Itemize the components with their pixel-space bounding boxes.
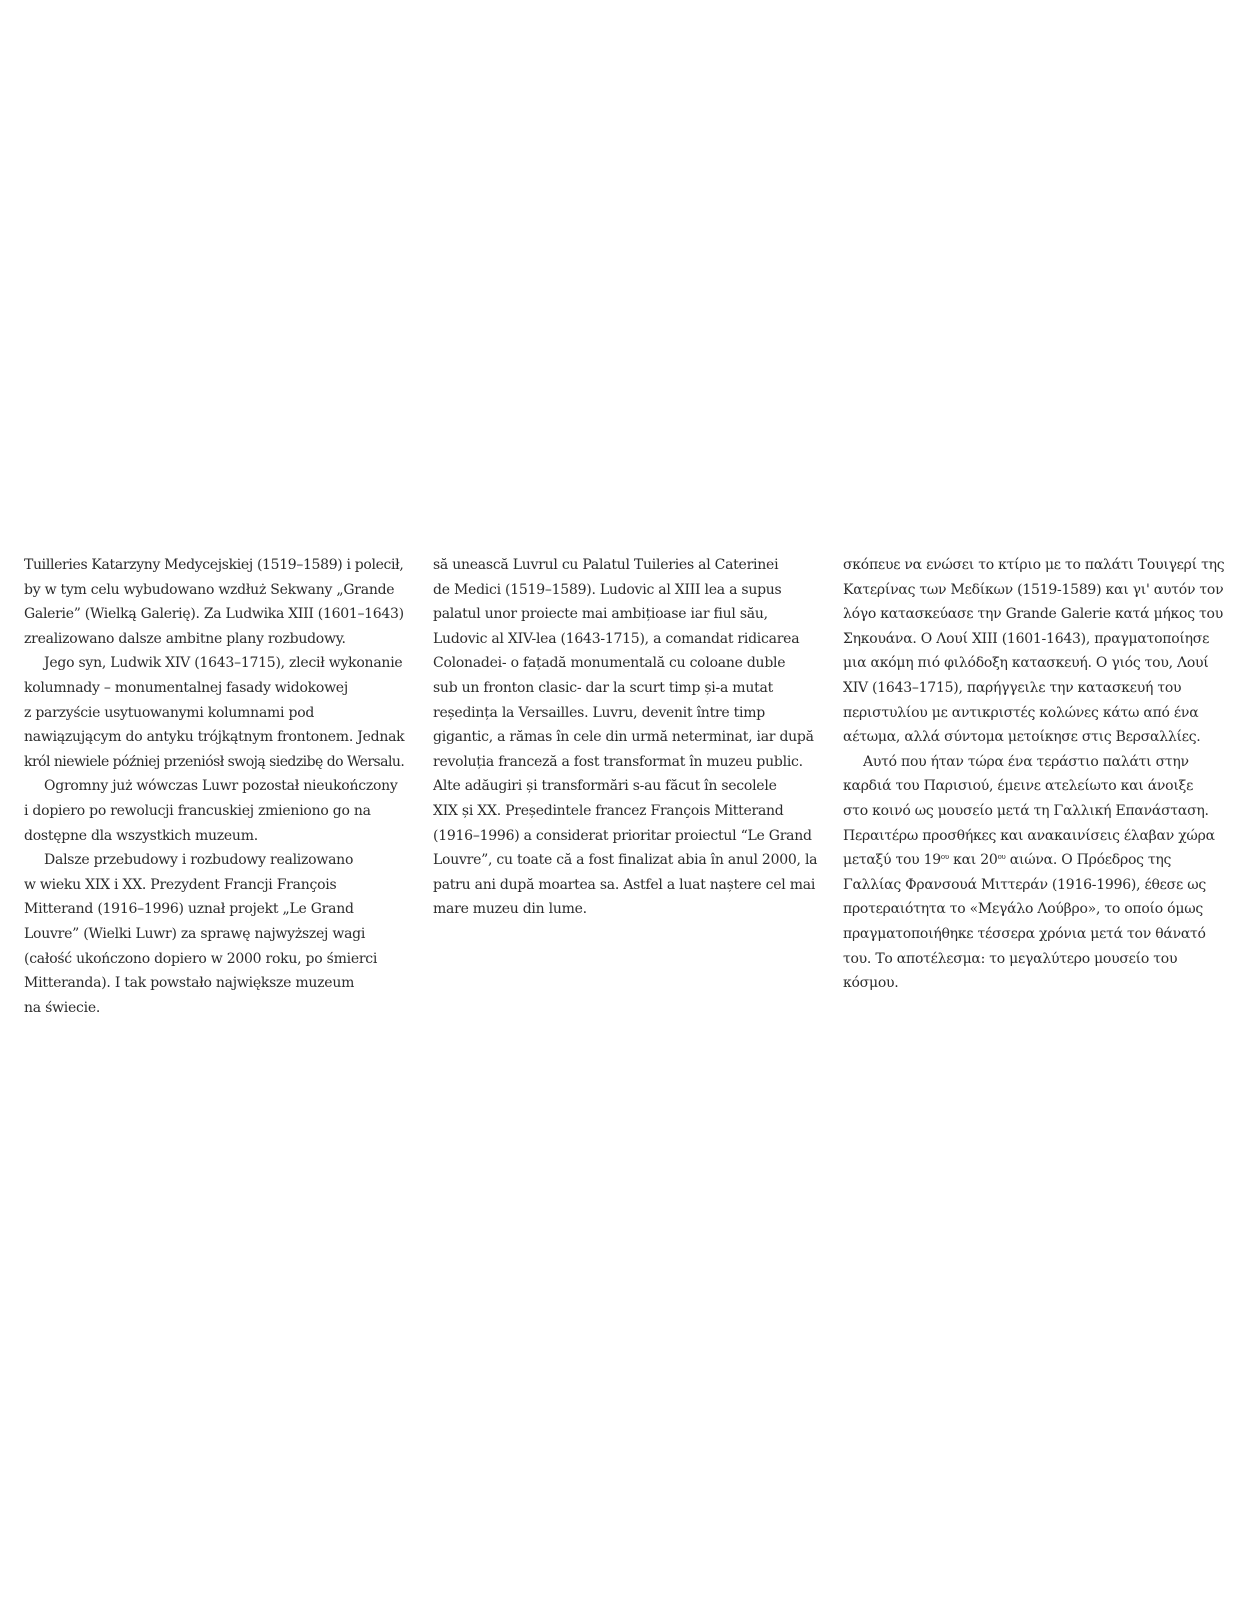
greek-text-column — [843, 553, 1228, 996]
text-line: περιστυλίου με αντικριστές κολώνες κάτω από ένα — [843, 704, 1199, 721]
text-line: Dalsze przebudowy i rozbudowy realizowano — [44, 852, 354, 869]
text-line: sub un fronton clasic- dar la scurt timp și-a mutat — [433, 679, 773, 696]
text-line: w wieku XIX i XX. Prezydent Francji François — [24, 876, 337, 893]
text-line: Σηκουάνα. Ο Λουί XIII (1601-1643), πραγματοποίησε — [843, 630, 1210, 647]
paragraph — [843, 553, 1228, 750]
text-line: πραγματοποιήθηκε τέσσερα χρόνια μετά τον θάνατό — [843, 925, 1206, 942]
text-line: Jego syn, Ludwik XIV (1643–1715), zlecił wykonanie — [44, 655, 403, 672]
text-line: (całość ukończono dopiero w 2000 roku, po śmierci — [24, 950, 378, 967]
text-line: mare muzeu din lume. — [433, 901, 587, 918]
text-line: Colonadei- o fațadă monumentală cu coloane duble — [433, 655, 786, 672]
text-line: Louvre”, cu toate că a fost finalizat abia în anul 2000, la — [433, 852, 818, 869]
text-line — [843, 848, 1228, 873]
text-line: kolumnady – monumentalnej fasady widokowej — [24, 679, 348, 696]
text-line: revoluția franceză a fost transformat în muzeu public. — [433, 753, 803, 770]
text-line: nawiązującym do antyku trójkątnym frontonem. Jednak — [24, 729, 405, 746]
text-fragment: και 20 — [948, 852, 998, 869]
text-line: de Medici (1519–1589). Ludovic al XIII lea a supus — [433, 581, 782, 598]
text-line: μια ακόμη πιό φιλόδοξη κατασκευή. Ο γιός του, Λουί — [843, 655, 1209, 672]
text-line: na świecie. — [24, 999, 101, 1016]
text-line: αέτωμα, αλλά σύντομα μετοίκησε στις Βερσαλλίες. — [843, 729, 1201, 746]
text-line: του. Το αποτέλεσμα: το μεγαλύτερο μουσείο του — [843, 950, 1178, 967]
text-line: Tuilleries Katarzyny Medycejskiej (1519–1589) i polecił, — [24, 557, 404, 573]
text-line: să unească Luvrul cu Palatul Tuileries al Caterinei — [433, 557, 779, 573]
paragraph — [433, 553, 818, 922]
text-line: gigantic, a rămas în cele din urmă neterminat, iar după — [433, 729, 814, 746]
text-line: XIV (1643–1715), παρήγγειλε την κατασκευή του — [843, 679, 1182, 696]
text-line: Mitteranda). I tak powstało największe muzeum — [24, 975, 355, 992]
text-line: λόγο κατασκεύασε την Grande Galerie κατά μήκος του — [843, 606, 1223, 623]
text-line: dostępne dla wszystkich muzeum. — [24, 827, 258, 844]
text-line: król niewiele później przeniósł swoją siedzibę do Wersalu. — [24, 753, 405, 770]
text-line: XIX și XX. Președintele francez François Mitterand — [433, 802, 784, 819]
text-line: καρδιά του Παρισιού, έμεινε ατελείωτο και άνοιξε — [843, 778, 1194, 795]
ordinal-superscript: ου — [997, 853, 1006, 862]
text-line: στο κοινό ως μουσείο μετά τη Γαλλική Επανάσταση. — [843, 802, 1209, 819]
ordinal-superscript: ου — [940, 853, 949, 862]
text-line: i dopiero po rewolucji francuskiej zmieniono go na — [24, 802, 371, 819]
text-line: Ludovic al XIV-lea (1643-1715), a comandat ridicarea — [433, 630, 800, 647]
text-line: Αυτό που ήταν τώρα ένα τεράστιο παλάτι στην — [863, 753, 1189, 770]
text-line: Περαιτέρω προσθήκες και ανακαινίσεις έλαβαν χώρα — [843, 827, 1215, 844]
romanian-text-column — [433, 553, 818, 922]
text-line: Mitterand (1916–1996) uznał projekt „Le Grand — [24, 901, 354, 918]
text-line: z parzyście usytuowanymi kolumnami pod — [24, 704, 315, 721]
text-line: palatul unor proiecte mai ambițioase iar fiul său, — [433, 606, 768, 623]
text-fragment: μεταξύ του 19 — [843, 852, 941, 869]
text-line: patru ani după moartea sa. Astfel a luat naștere cel mai — [433, 876, 816, 893]
text-line: Alte adăugiri și transformări s-au făcut în secolele — [433, 778, 777, 795]
text-line: by w tym celu wybudowano wzdłuż Sekwany „Grande — [24, 581, 395, 598]
text-line: προτεραιότητα το «Μεγάλο Λούβρο», το οποίο όμως — [843, 901, 1203, 918]
text-line: Louvre” (Wielki Luwr) za sprawę najwyższej wagi — [24, 925, 366, 942]
paragraph — [24, 848, 404, 1020]
text-line: κόσμου. — [843, 975, 899, 992]
paragraph — [843, 750, 1228, 996]
paragraph — [24, 651, 404, 774]
text-fragment: αιώνα. Ο Πρόεδρος της — [1005, 852, 1172, 869]
text-line: Ogromny już wówczas Luwr pozostał nieukończony — [44, 778, 398, 795]
polish-text-column — [24, 553, 404, 1020]
text-line: σκόπευε να ενώσει το κτίριο με το παλάτι Τουιγερί της — [843, 557, 1225, 573]
paragraph — [24, 553, 404, 651]
text-line: Κατερίνας των Μεδίκων (1519-1589) και γι' αυτόν τον — [843, 581, 1224, 598]
text-line: Galerie” (Wielką Galerię). Za Ludwika XIII (1601–1643) — [24, 606, 404, 623]
paragraph — [24, 774, 404, 848]
text-line: (1916–1996) a considerat prioritar proiectul “Le Grand — [433, 827, 812, 844]
text-line: zrealizowano dalsze ambitne plany rozbudowy. — [24, 630, 346, 647]
text-line: Γαλλίας Φρανσουά Μιττεράν (1916-1996), έθεσε ως — [843, 876, 1206, 893]
text-line: reședința la Versailles. Luvru, devenit între timp — [433, 704, 765, 721]
